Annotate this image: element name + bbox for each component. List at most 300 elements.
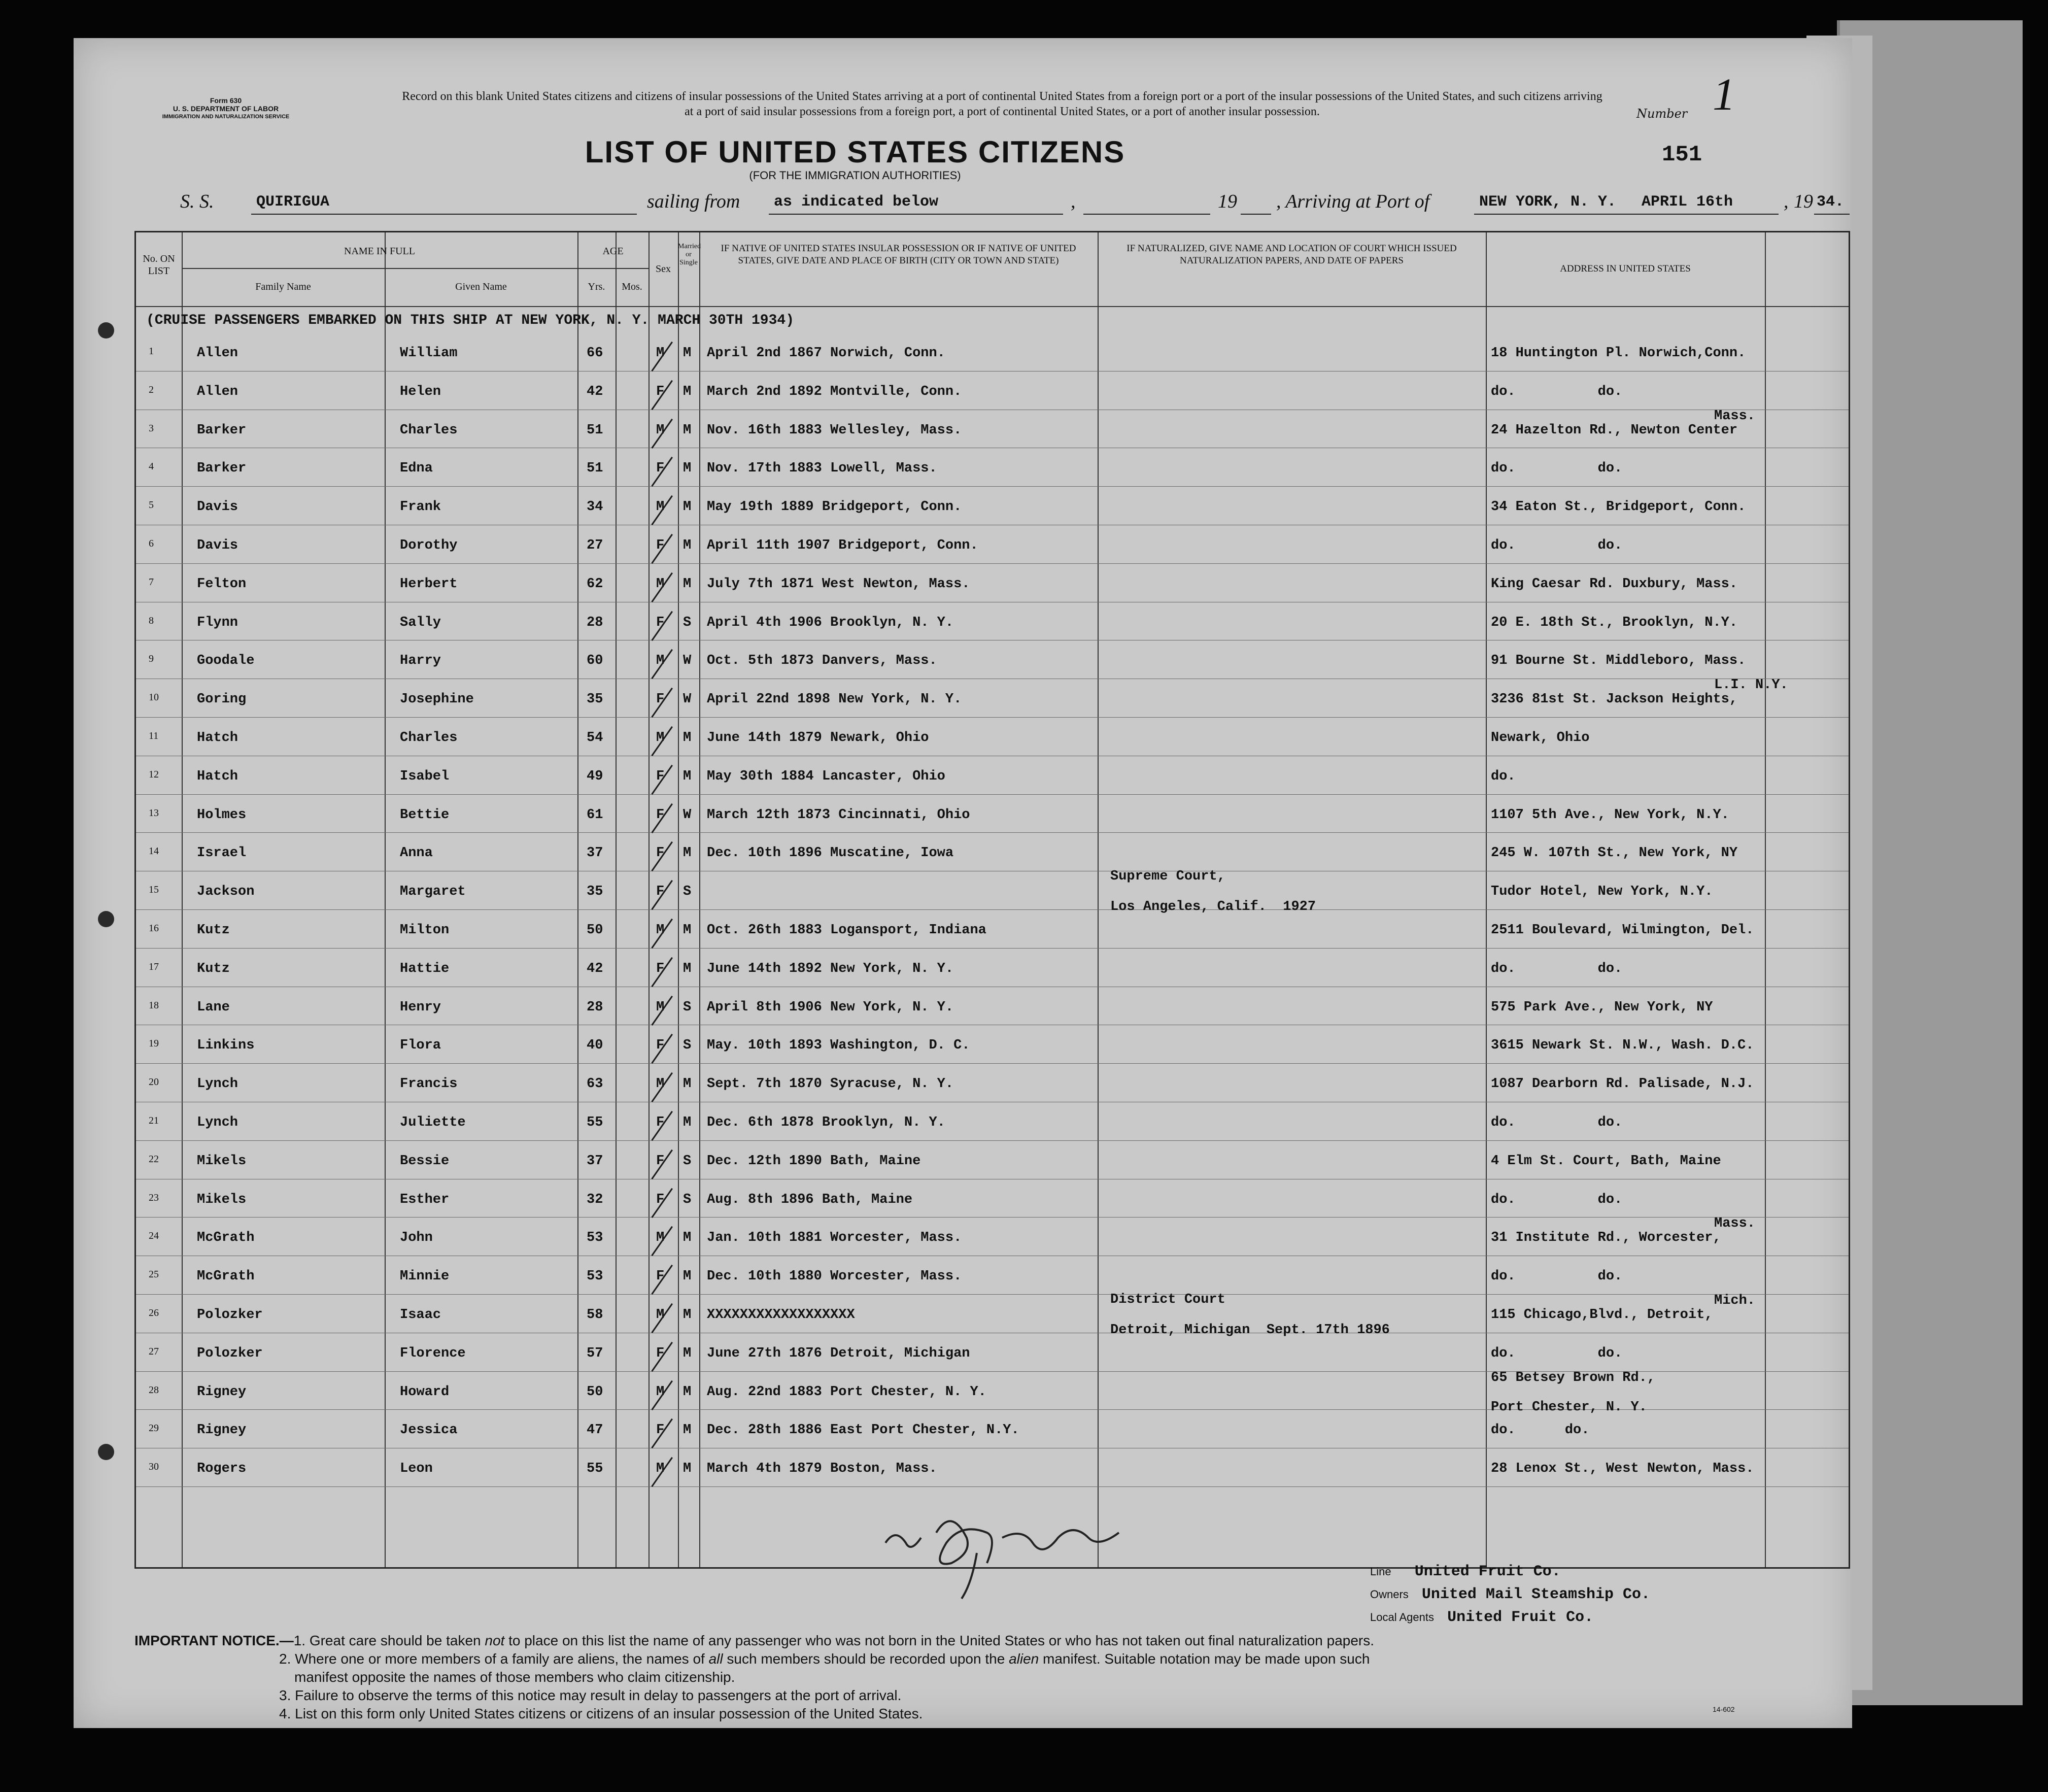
- given-name: Minnie: [400, 1269, 450, 1284]
- agents-value: United Fruit Co.: [1447, 1609, 1594, 1626]
- family-name: Davis: [197, 499, 238, 515]
- age-years: 53: [587, 1230, 603, 1246]
- col-sex: Sex: [656, 263, 671, 275]
- owners-field: [1370, 1586, 1650, 1603]
- family-name: Goodale: [197, 653, 255, 669]
- family-name: Lynch: [197, 1115, 238, 1130]
- address: 115 Chicago,Blvd., Detroit,: [1491, 1307, 1713, 1323]
- family-name: Barker: [197, 461, 247, 477]
- address-line2: L.I. N.Y.: [1714, 678, 1788, 693]
- birth-info: June 27th 1876 Detroit, Michigan: [707, 1345, 970, 1361]
- number-value: 1: [1713, 70, 1735, 120]
- sex: F: [656, 846, 665, 861]
- age-years: 62: [587, 576, 603, 592]
- family-name: Allen: [197, 346, 238, 361]
- address: do. do.: [1491, 1423, 1590, 1438]
- age-years: 54: [587, 730, 603, 746]
- birth-info: March 4th 1879 Boston, Mass.: [707, 1461, 937, 1477]
- sex: F: [656, 1038, 665, 1054]
- cruise-note: (CRUISE PASSENGERS EMBARKED ON THIS SHIP AT NEW YORK, N. Y. MARCH 30TH 1934): [146, 313, 795, 328]
- family-name: Felton: [197, 576, 247, 592]
- age-years: 28: [587, 999, 603, 1015]
- address: 575 Park Ave., New York, NY: [1491, 999, 1713, 1015]
- row-number: 12: [149, 768, 159, 780]
- marital-status: M: [683, 1307, 692, 1323]
- naturalization-info: Supreme Court,: [1110, 869, 1225, 885]
- given-name: Isabel: [400, 768, 450, 784]
- family-name: Mikels: [197, 1192, 247, 1207]
- row-number: 3: [149, 422, 154, 434]
- col-family-name: Family Name: [255, 281, 311, 292]
- address: do.: [1491, 768, 1516, 784]
- age-years: 53: [587, 1269, 603, 1284]
- year-label: 19: [1794, 191, 1813, 212]
- row-number: 14: [149, 846, 159, 857]
- age-years: 50: [587, 923, 603, 938]
- row-number: 9: [149, 653, 154, 665]
- naturalization-info: District Court: [1110, 1292, 1225, 1307]
- address: 3615 Newark St. N.W., Wash. D.C.: [1491, 1038, 1754, 1054]
- marital-status: M: [683, 461, 692, 477]
- row-number: 5: [149, 499, 154, 511]
- age-years: 66: [587, 346, 603, 361]
- row-number: 7: [149, 576, 154, 588]
- binder-hole: [98, 911, 114, 927]
- notice-2d: manifest opposite the names of those members who claim citizenship.: [294, 1669, 735, 1685]
- family-name: Linkins: [197, 1038, 255, 1054]
- address: 91 Bourne St. Middleboro, Mass.: [1491, 653, 1746, 669]
- year-prefix: 19: [1218, 191, 1237, 212]
- marital-status: M: [683, 923, 692, 938]
- marital-status: M: [683, 1461, 692, 1477]
- family-name: Rigney: [197, 1384, 247, 1400]
- age-years: 37: [587, 1153, 603, 1169]
- notice-1-em: not: [485, 1633, 505, 1648]
- sex: M: [656, 346, 665, 361]
- age-years: 49: [587, 768, 603, 784]
- row-number: 23: [149, 1192, 159, 1203]
- page-subtitle: (FOR THE IMMIGRATION AUTHORITIES): [749, 169, 961, 182]
- sex: F: [656, 692, 665, 707]
- binder-hole: [98, 322, 114, 339]
- address: 65 Betsey Brown Rd.,: [1491, 1370, 1656, 1385]
- family-name: Hatch: [197, 730, 238, 746]
- birth-info: Oct. 5th 1873 Danvers, Mass.: [707, 653, 937, 669]
- row-number: 22: [149, 1153, 159, 1165]
- family-name: Rigney: [197, 1423, 247, 1438]
- given-name: Harry: [400, 653, 441, 669]
- age-years: 47: [587, 1423, 603, 1438]
- family-name: Holmes: [197, 807, 247, 823]
- birth-info: May 19th 1889 Bridgeport, Conn.: [707, 499, 962, 515]
- sex: M: [656, 499, 665, 515]
- line-label: Line: [1370, 1565, 1391, 1578]
- marital-status: M: [683, 1345, 692, 1361]
- marital-status: M: [683, 499, 692, 515]
- family-name: Lane: [197, 999, 230, 1015]
- inspector-signature: [875, 1502, 1180, 1604]
- row-number: 26: [149, 1307, 159, 1318]
- col-no: No. ON LIST: [143, 253, 175, 277]
- row-number: 18: [149, 999, 159, 1011]
- birth-info: Aug. 22nd 1883 Port Chester, N. Y.: [707, 1384, 986, 1400]
- sex: M: [656, 999, 665, 1015]
- family-name: Goring: [197, 692, 247, 707]
- form-header-left: [119, 96, 332, 121]
- age-years: 51: [587, 461, 603, 477]
- sex: F: [656, 807, 665, 823]
- birth-info: March 2nd 1892 Montville, Conn.: [707, 384, 962, 399]
- age-years: 61: [587, 807, 603, 823]
- family-name: Allen: [197, 384, 238, 399]
- marital-status: M: [683, 1269, 692, 1284]
- address: 1107 5th Ave., New York, N.Y.: [1491, 807, 1729, 823]
- address: 31 Institute Rd., Worcester,: [1491, 1230, 1721, 1246]
- age-years: 34: [587, 499, 603, 515]
- marital-status: W: [683, 807, 692, 823]
- marital-status: W: [683, 692, 692, 707]
- line-value: United Fruit Co.: [1414, 1563, 1561, 1580]
- sex: M: [656, 653, 665, 669]
- marital-status: S: [683, 1192, 692, 1207]
- marital-status: M: [683, 346, 692, 361]
- given-name: Dorothy: [400, 538, 458, 553]
- birth-info: April 22nd 1898 New York, N. Y.: [707, 692, 962, 707]
- address: do. do.: [1491, 461, 1623, 477]
- given-name: Herbert: [400, 576, 458, 592]
- birth-info: Dec. 10th 1880 Worcester, Mass.: [707, 1269, 962, 1284]
- marital-status: M: [683, 422, 692, 438]
- owners-label: Owners: [1370, 1588, 1409, 1601]
- age-years: 51: [587, 422, 603, 438]
- ss-label: S. S.: [180, 191, 214, 212]
- marital-status: M: [683, 384, 692, 399]
- given-name: Helen: [400, 384, 441, 399]
- col-naturalized: IF NATURALIZED, GIVE NAME AND LOCATION OF COURT WHICH ISSUED NATURALIZATION PAPERS, AND DATE OF PAPERS: [1127, 243, 1457, 266]
- notice-4: 4. List on this form only United States citizens or citizens of an insular possession of the United States.: [279, 1706, 923, 1721]
- row-number: 11: [149, 730, 159, 741]
- family-name: Jackson: [197, 884, 255, 900]
- marital-status: S: [683, 1038, 692, 1054]
- row-number: 4: [149, 461, 154, 472]
- given-name: Josephine: [400, 692, 474, 707]
- row-number: 20: [149, 1076, 159, 1088]
- birth-info: April 8th 1906 New York, N. Y.: [707, 999, 954, 1015]
- row-number: 24: [149, 1230, 159, 1242]
- address-line2: Port Chester, N. Y.: [1491, 1399, 1647, 1415]
- age-years: 32: [587, 1192, 603, 1207]
- arrival-port: NEW YORK, N. Y.: [1479, 193, 1617, 211]
- age-years: 58: [587, 1307, 603, 1323]
- owners-value: United Mail Steamship Co.: [1421, 1586, 1650, 1603]
- age-years: 42: [587, 961, 603, 976]
- row-number: 30: [149, 1461, 159, 1473]
- form-number: Form 630: [210, 96, 242, 105]
- given-name: Henry: [400, 999, 441, 1015]
- given-name: William: [400, 346, 458, 361]
- passenger-table: [134, 231, 1850, 1569]
- age-years: 35: [587, 884, 603, 900]
- marital-status: W: [683, 653, 692, 669]
- marital-status: M: [683, 1423, 692, 1438]
- family-name: Davis: [197, 538, 238, 553]
- arrival-date: APRIL 16th: [1642, 193, 1733, 211]
- sex: M: [656, 1384, 665, 1400]
- age-years: 42: [587, 384, 603, 399]
- marital-status: S: [683, 615, 692, 630]
- given-name: Flora: [400, 1038, 441, 1054]
- marital-status: S: [683, 999, 692, 1015]
- year-value: 34.: [1817, 193, 1845, 211]
- family-name: Barker: [197, 422, 247, 438]
- row-number: 25: [149, 1269, 159, 1280]
- marital-status: S: [683, 884, 692, 900]
- row-number: 15: [149, 884, 159, 896]
- notice-2b: such members should be recorded upon the: [723, 1651, 1009, 1667]
- sex: M: [656, 1076, 665, 1092]
- address: 18 Huntington Pl. Norwich,Conn.: [1491, 346, 1746, 361]
- birth-info: June 14th 1879 Newark, Ohio: [707, 730, 929, 746]
- given-name: Bettie: [400, 807, 450, 823]
- marital-status: S: [683, 1153, 692, 1169]
- given-name: Hattie: [400, 961, 450, 976]
- age-years: 37: [587, 846, 603, 861]
- birth-info: April 2nd 1867 Norwich, Conn.: [707, 346, 945, 361]
- manifest-sheet: [74, 38, 1852, 1728]
- age-years: 40: [587, 1038, 603, 1054]
- address: do. do.: [1491, 1345, 1623, 1361]
- sex: F: [656, 461, 665, 477]
- row-number: 29: [149, 1423, 159, 1434]
- given-name: Margaret: [400, 884, 466, 900]
- family-name: Mikels: [197, 1153, 247, 1169]
- address: 34 Eaton St., Bridgeport, Conn.: [1491, 499, 1746, 515]
- family-name: Kutz: [197, 923, 230, 938]
- row-number: 13: [149, 807, 159, 819]
- number-label: Number: [1636, 107, 1688, 121]
- address: 4 Elm St. Court, Bath, Maine: [1491, 1153, 1721, 1169]
- address: do. do.: [1491, 384, 1623, 399]
- birth-info: April 11th 1907 Bridgeport, Conn.: [707, 538, 978, 553]
- sex: M: [656, 1461, 665, 1477]
- given-name: Howard: [400, 1384, 450, 1400]
- row-number: 1: [149, 346, 154, 357]
- sex: F: [656, 1269, 665, 1284]
- ship-name: QUIRIGUA: [256, 193, 330, 211]
- birth-info: Dec. 6th 1878 Brooklyn, N. Y.: [707, 1115, 945, 1130]
- sex: F: [656, 961, 665, 976]
- col-given-name: Given Name: [455, 281, 507, 292]
- address: Newark, Ohio: [1491, 730, 1590, 746]
- line-field: [1370, 1563, 1561, 1580]
- sex: F: [656, 384, 665, 399]
- marital-status: M: [683, 1384, 692, 1400]
- serial-stamp: 151: [1662, 142, 1702, 167]
- col-name-in-full: NAME IN FULL: [344, 246, 415, 257]
- address: do. do.: [1491, 1269, 1623, 1284]
- sex: M: [656, 576, 665, 592]
- birth-info: May. 10th 1893 Washington, D. C.: [707, 1038, 970, 1054]
- instructions-text: Record on this blank United States citizens and citizens of insular possessions of the United States arriving at a port of continental United States from a foreign port or a port of the insular possessions of the United States, and such citizens arriving at a port of said insular possessions from a foreign port, a port of continental United States, or a port of another insular possession.: [402, 90, 1602, 118]
- address: 3236 81st St. Jackson Heights,: [1491, 692, 1738, 707]
- family-name: McGrath: [197, 1269, 255, 1284]
- marital-status: M: [683, 1076, 692, 1092]
- binder-hole: [98, 1444, 114, 1460]
- row-number: 27: [149, 1345, 159, 1357]
- col-address: ADDRESS IN UNITED STATES: [1560, 263, 1691, 274]
- notice-1b: to place on this list the name of any passenger who was not born in the United States or who has not taken out final naturalization papers.: [504, 1633, 1375, 1648]
- address-line2: Mass.: [1714, 1216, 1756, 1232]
- birth-info: Sept. 7th 1870 Syracuse, N. Y.: [707, 1076, 954, 1092]
- notice-3: 3. Failure to observe the terms of this notice may result in delay to passengers at the port of arrival.: [279, 1687, 902, 1703]
- col-yrs: Yrs.: [588, 281, 605, 292]
- service-name: IMMIGRATION AND NATURALIZATION SERVICE: [162, 114, 290, 120]
- given-name: Francis: [400, 1076, 458, 1092]
- family-name: Israel: [197, 846, 247, 861]
- address-line2: Mass.: [1714, 408, 1756, 424]
- agents-label: Local Agents: [1370, 1611, 1434, 1624]
- sex: F: [656, 1153, 665, 1169]
- address: 245 W. 107th St., New York, NY: [1491, 846, 1738, 861]
- sex: M: [656, 1230, 665, 1246]
- family-name: McGrath: [197, 1230, 255, 1246]
- notice-heading: IMPORTANT NOTICE.—: [134, 1633, 294, 1648]
- sex: F: [656, 615, 665, 630]
- sex: F: [656, 884, 665, 900]
- marital-status: M: [683, 1230, 692, 1246]
- address: 28 Lenox St., West Newton, Mass.: [1491, 1461, 1754, 1477]
- notice-2a: 2. Where one or more members of a family are aliens, the names of: [279, 1651, 709, 1667]
- given-name: Juliette: [400, 1115, 466, 1130]
- marital-status: M: [683, 730, 692, 746]
- marital-status: M: [683, 768, 692, 784]
- age-years: 63: [587, 1076, 603, 1092]
- given-name: John: [400, 1230, 433, 1246]
- given-name: Charles: [400, 422, 458, 438]
- row-number: 16: [149, 923, 159, 934]
- age-years: 60: [587, 653, 603, 669]
- row-number: 17: [149, 961, 159, 972]
- sex: M: [656, 923, 665, 938]
- address: do. do.: [1491, 1115, 1623, 1130]
- address: King Caesar Rd. Duxbury, Mass.: [1491, 576, 1738, 592]
- birth-info: Jan. 10th 1881 Worcester, Mass.: [707, 1230, 962, 1246]
- age-years: 35: [587, 692, 603, 707]
- birth-info: Dec. 10th 1896 Muscatine, Iowa: [707, 846, 954, 861]
- notice-2-em: all: [708, 1651, 723, 1667]
- arriving-label: , Arriving at Port of: [1276, 191, 1430, 212]
- birth-info: March 12th 1873 Cincinnati, Ohio: [707, 807, 970, 823]
- age-years: 28: [587, 615, 603, 630]
- marital-status: M: [683, 1115, 692, 1130]
- birth-info: Nov. 17th 1883 Lowell, Mass.: [707, 461, 937, 477]
- birth-info: XXXXXXXXXXXXXXXXXX: [707, 1307, 855, 1323]
- age-years: 50: [587, 1384, 603, 1400]
- address: do. do.: [1491, 961, 1623, 976]
- row-number: 21: [149, 1115, 159, 1126]
- birth-info: Nov. 16th 1883 Wellesley, Mass.: [707, 422, 962, 438]
- row-number: 6: [149, 538, 154, 549]
- given-name: Isaac: [400, 1307, 441, 1323]
- address-line2: Mich.: [1714, 1293, 1756, 1308]
- birth-info: May 30th 1884 Lancaster, Ohio: [707, 768, 945, 784]
- sailing-label: sailing from: [647, 191, 740, 212]
- address: 1087 Dearborn Rd. Palisade, N.J.: [1491, 1076, 1754, 1092]
- sailing-value: as indicated below: [774, 193, 939, 211]
- age-years: 57: [587, 1345, 603, 1361]
- given-name: Anna: [400, 846, 433, 861]
- address: do. do.: [1491, 1192, 1623, 1207]
- age-years: 27: [587, 538, 603, 553]
- address: do. do.: [1491, 538, 1623, 553]
- given-name: Charles: [400, 730, 458, 746]
- sex: F: [656, 1115, 665, 1130]
- given-name: Sally: [400, 615, 441, 630]
- col-married-single: Married or Single: [678, 243, 701, 266]
- birth-info: Oct. 26th 1883 Logansport, Indiana: [707, 923, 986, 938]
- marital-status: M: [683, 961, 692, 976]
- family-name: Kutz: [197, 961, 230, 976]
- birth-info: Dec. 12th 1890 Bath, Maine: [707, 1153, 921, 1169]
- family-name: Rogers: [197, 1461, 247, 1477]
- family-name: Hatch: [197, 768, 238, 784]
- family-name: Polozker: [197, 1307, 263, 1323]
- given-name: Leon: [400, 1461, 433, 1477]
- naturalization-info-line2: Detroit, Michigan Sept. 17th 1896: [1110, 1323, 1390, 1338]
- form-code: 14-602: [1713, 1705, 1735, 1713]
- family-name: Flynn: [197, 615, 238, 630]
- given-name: Bessie: [400, 1153, 450, 1169]
- sex: F: [656, 1423, 665, 1438]
- birth-info: Aug. 8th 1896 Bath, Maine: [707, 1192, 913, 1207]
- page-title: LIST OF UNITED STATES CITIZENS: [585, 135, 1125, 169]
- row-number: 2: [149, 384, 154, 395]
- age-years: 55: [587, 1115, 603, 1130]
- col-age: AGE: [602, 246, 624, 257]
- col-birth: IF NATIVE OF UNITED STATES INSULAR POSSESSION OR IF NATIVE OF UNITED STATES, GIVE DATE AND PLACE OF BIRTH (CITY OR TOWN AND STATE): [721, 243, 1076, 266]
- sex: F: [656, 1345, 665, 1361]
- agents-field: [1370, 1609, 1593, 1626]
- sex: M: [656, 730, 665, 746]
- row-number: 19: [149, 1038, 159, 1050]
- notice-1a: 1. Great care should be taken: [293, 1633, 485, 1648]
- given-name: Jessica: [400, 1423, 458, 1438]
- sex: M: [656, 1307, 665, 1323]
- row-number: 10: [149, 692, 159, 703]
- address: Tudor Hotel, New York, N.Y.: [1491, 884, 1713, 900]
- sex: F: [656, 768, 665, 784]
- marital-status: M: [683, 538, 692, 553]
- sex: F: [656, 538, 665, 553]
- col-mos: Mos.: [622, 281, 642, 292]
- given-name: Milton: [400, 923, 450, 938]
- given-name: Frank: [400, 499, 441, 515]
- family-name: Lynch: [197, 1076, 238, 1092]
- naturalization-info-line2: Los Angeles, Calif. 1927: [1110, 899, 1316, 915]
- age-years: 55: [587, 1461, 603, 1477]
- given-name: Florence: [400, 1345, 466, 1361]
- row-number: 28: [149, 1384, 159, 1396]
- notice-2-em2: alien: [1009, 1651, 1039, 1667]
- department-name: U. S. DEPARTMENT OF LABOR: [173, 105, 279, 113]
- sex: F: [656, 1192, 665, 1207]
- given-name: Esther: [400, 1192, 450, 1207]
- birth-info: April 4th 1906 Brooklyn, N. Y.: [707, 615, 954, 630]
- birth-info: July 7th 1871 West Newton, Mass.: [707, 576, 970, 592]
- given-name: Edna: [400, 461, 433, 477]
- birth-info: Dec. 28th 1886 East Port Chester, N.Y.: [707, 1423, 1019, 1438]
- birth-info: June 14th 1892 New York, N. Y.: [707, 961, 954, 976]
